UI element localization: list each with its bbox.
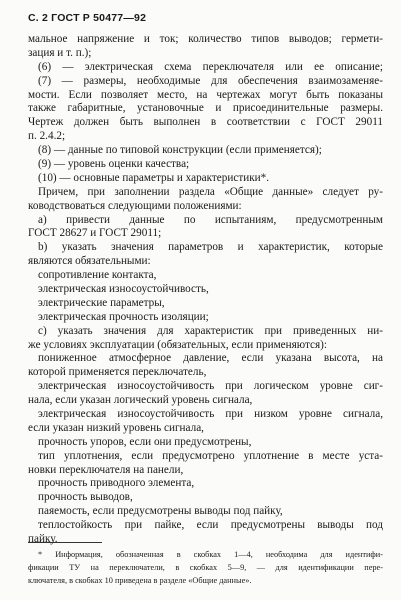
text-line: теплостойкость при пайке, если предусмотрены выводы под: [38, 519, 383, 532]
text-line: (9) — уровень оценки качества;: [38, 158, 190, 170]
text-line: с) указать значения для характеристик при приведенных ни-: [38, 324, 383, 337]
footnote-divider: [28, 542, 102, 543]
text-line: также габаритные, установочные и присоединительные размеры.: [28, 102, 383, 115]
text-line: электрическая износоустойчивость при низком уровне сигнала,: [38, 408, 383, 420]
text-line: (10) — основные параметры и характеристики*.: [38, 171, 270, 184]
text-line: Причем, при заполнении раздела «Общие данные» следует ру-: [38, 185, 383, 198]
text-line: сопротивление контакта,: [38, 269, 157, 282]
text-line: являются обязательными:: [28, 255, 151, 268]
text-line: ководствоваться следующими положениями:: [28, 199, 242, 212]
text-line: (8) — данные по типовой конструкции (если применяется);: [38, 144, 322, 157]
footnote-line: ключателя, в скобках 10 приведена в разделе «Общие данные».: [28, 576, 252, 585]
text-line: мальное напряжение и ток; количество типов выводов; гермети-: [28, 33, 383, 45]
text-line: электрическая прочность изоляции;: [38, 310, 209, 323]
text-line: пониженное атмосферное давление, если указана высота, на: [38, 352, 383, 365]
text-line: тип уплотнения, если предусмотрено уплотнение в месте уста-: [38, 449, 383, 462]
text-line: же условиях эксплуатации (обязательных, если применяются):: [28, 338, 327, 351]
text-line: прочность упоров, если они предусмотрены,: [38, 435, 252, 448]
footnote-line: * Информация, обозначенная в скобках 1—4, необходима для идентифи-: [38, 550, 383, 559]
text-line: которой применяется переключатель,: [28, 366, 207, 379]
text-line: если указан низкий уровень сигнала,: [28, 421, 204, 434]
text-line: паяемость, если предусмотрены выводы под пайку,: [38, 505, 283, 518]
text-line: (7) — размеры, необходимые для обеспечения взаимозаменяе-: [38, 74, 383, 87]
text-line: нала, если указан логический уровень сигнала,: [28, 394, 253, 407]
text-line: электрические параметры,: [38, 296, 165, 309]
page-header: С. 2 ГОСТ Р 50477—92: [28, 12, 147, 24]
text-line: ГОСТ 28627 и ГОСТ 29011;: [28, 227, 162, 240]
text-line: новки переключателя на панели,: [28, 463, 184, 476]
text-line: п. 2.4.2;: [28, 130, 66, 143]
text-line: b) указать значения параметров и характеристик, которые: [38, 241, 383, 254]
text-line: а) привести данные по испытаниям, предусмотренным: [38, 213, 383, 226]
text-line: электрическая износоустойчивость при логическом уровне сиг-: [38, 380, 383, 393]
text-line: прочность выводов,: [38, 491, 133, 504]
text-line: прочность приводного элемента,: [38, 477, 195, 490]
text-line: мости. Если позволяет место, на чертежах могут быть показаны: [28, 88, 383, 101]
text-line: зация и т. п.);: [28, 46, 92, 59]
text-line: электрическая износоустойчивость,: [38, 283, 209, 295]
footnote-line: фикации ТУ на переключатели, в скобках 5—9, — для идентификации пере-: [28, 563, 383, 572]
text-line: (6) — электрическая схема переключателя или ее описание;: [38, 60, 383, 73]
text-line: пайку.: [28, 533, 58, 545]
text-line: Чертеж должен быть выполнен в соответствии с ГОСТ 29011: [28, 116, 383, 129]
